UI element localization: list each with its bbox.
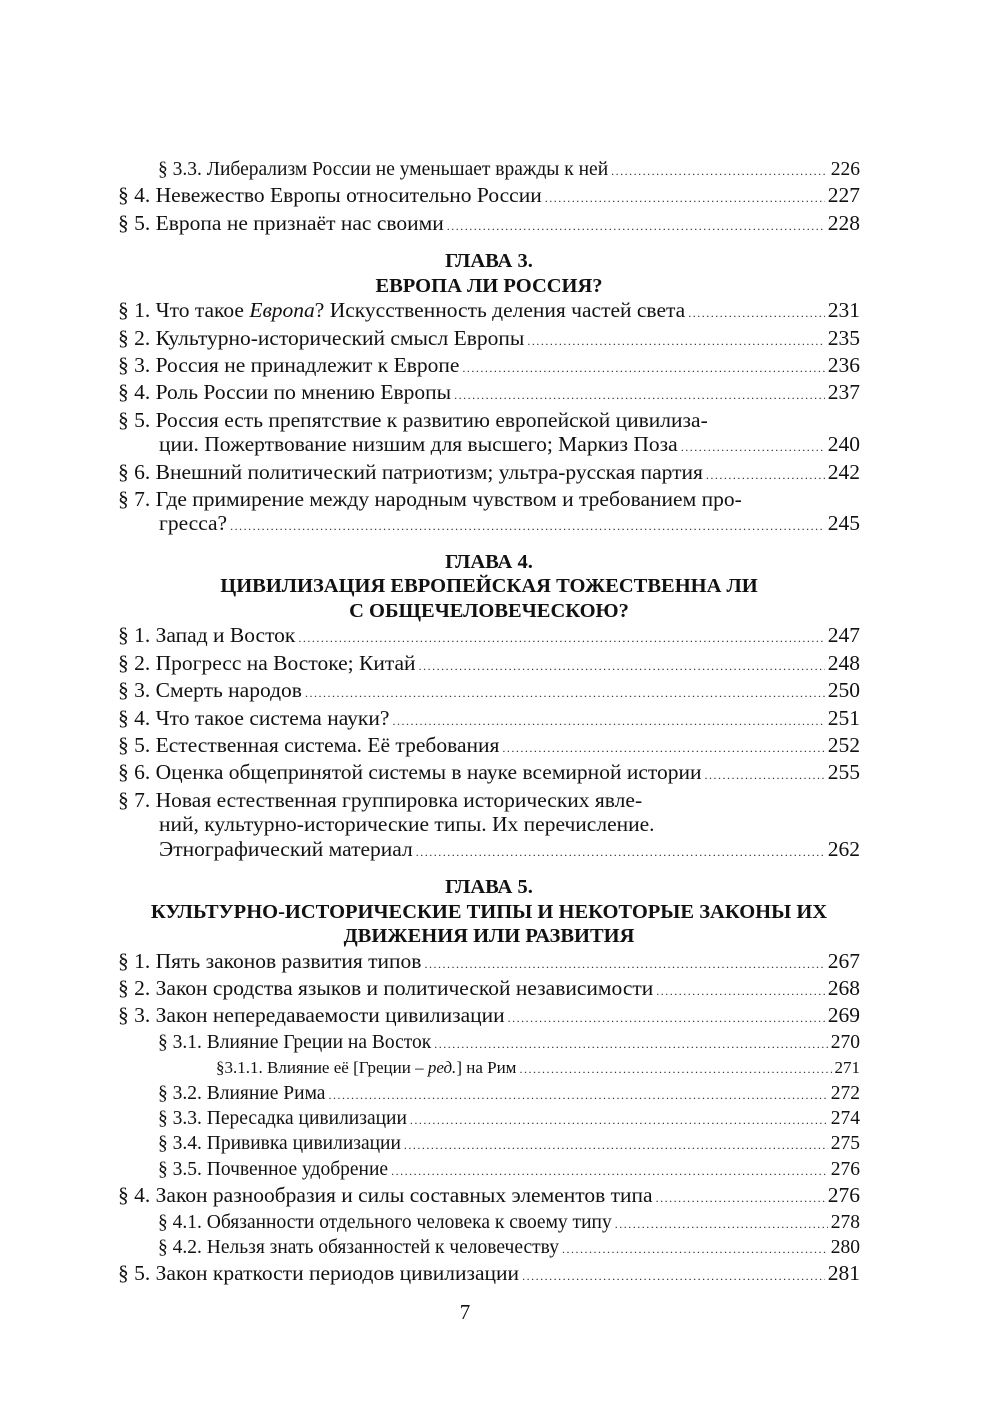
toc-entry-page: 262: [827, 836, 860, 861]
toc-entry-page: 275: [830, 1133, 860, 1155]
dot-leader: [447, 214, 825, 238]
toc-entry-text: гресса?: [159, 511, 228, 536]
toc-entry-cont: [118, 432, 860, 459]
toc-entry-page: 274: [830, 1107, 860, 1129]
dot-leader: [681, 435, 825, 459]
toc-entry: [118, 460, 860, 487]
dot-leader: [508, 1006, 825, 1030]
toc-entry-text: § 1. Запад и Восток: [118, 623, 296, 648]
chapter-title: ДВИЖЕНИЯ ИЛИ РАЗВИТИЯ: [343, 925, 635, 948]
toc-entry-text: § 7. Новая естественная группировка исторических явле-: [118, 787, 643, 812]
dot-leader: [230, 514, 825, 538]
toc-entry-multiline: [118, 487, 860, 539]
toc-entry-text: [216, 1056, 516, 1080]
chapter-title: С ОБЩЕЧЕЛОВЕЧЕСКОЮ?: [349, 599, 629, 622]
toc-text-part: ? Искусственность деления частей света: [314, 298, 686, 323]
toc-entry-page: 270: [830, 1031, 860, 1053]
toc-entry-cont: [118, 837, 860, 864]
toc-entry-text: § 3.1. Влияние Греции на Восток: [158, 1031, 432, 1053]
toc-entry-text: § 1. Пять законов развития типов: [118, 948, 422, 973]
dot-leader: [462, 356, 824, 380]
toc-entry-text: § 4.1. Обязанности отдельного человека к своему типу: [158, 1211, 612, 1233]
toc-entry-page: 235: [827, 325, 860, 350]
toc-entry: [118, 1003, 860, 1030]
toc-entry-text: § 5. Закон краткости периодов цивилизации: [118, 1261, 520, 1286]
toc-entry-cont: [118, 511, 860, 538]
toc-entry-text: § 5. Естественная система. Её требования: [118, 733, 500, 757]
toc-entry-text: § 4. Что такое система науки?: [118, 705, 390, 730]
toc-entry: [118, 651, 860, 678]
toc-entry-text: § 3.3. Либерализм России не уменьшает вражды к ней: [158, 159, 609, 180]
chapter-label: ГЛАВА 4.: [445, 550, 533, 573]
toc-entry: [118, 1132, 860, 1157]
dot-leader: [706, 463, 825, 487]
dot-leader: [705, 763, 825, 787]
dot-leader: [527, 329, 824, 353]
toc-entry-page: 268: [827, 975, 860, 1000]
toc-entry-text: § 2. Прогресс на Востоке; Китай: [118, 650, 416, 675]
toc-entry-text: § 4. Невежество Европы относительно России: [118, 183, 542, 208]
dot-leader: [404, 1133, 828, 1157]
toc-entry-text: Этнографический материал: [159, 836, 413, 861]
toc-entry-page: 237: [827, 380, 860, 405]
dot-leader: [454, 383, 825, 407]
dot-leader: [545, 186, 825, 210]
dot-leader: [305, 681, 825, 705]
toc-entry-text: § 3.4. Прививка цивилизации: [158, 1133, 401, 1155]
toc-entry: [118, 1211, 860, 1236]
toc-entry-page: 276: [827, 1183, 860, 1208]
dot-leader: [298, 626, 824, 650]
dot-leader: [688, 301, 825, 325]
toc-entry: [118, 211, 860, 238]
chapter-label: ГЛАВА 3.: [445, 250, 533, 273]
toc-entry-page: 271: [834, 1058, 860, 1078]
toc-entry-text: § 3.2. Влияние Рима: [158, 1082, 326, 1104]
dot-leader: [611, 159, 828, 183]
toc-entry: [118, 183, 860, 210]
toc-entry: [118, 706, 860, 733]
toc-entry-page: 242: [827, 459, 860, 484]
dot-leader: [424, 952, 824, 976]
dot-leader: [502, 736, 824, 760]
toc-text-italic: ред.: [427, 1058, 457, 1078]
dot-leader: [562, 1237, 828, 1261]
toc-entry-page: 255: [827, 760, 860, 785]
chapter-5-heading: [118, 875, 860, 949]
toc-entry-text: § 6. Оценка общепринятой системы в науке всемирной истории: [118, 760, 702, 785]
toc-entry-page: 231: [827, 298, 860, 323]
toc-entry: [118, 380, 860, 407]
toc-entry: [118, 1236, 860, 1261]
toc-entry: [118, 678, 860, 705]
toc-entry-page: 280: [830, 1237, 860, 1258]
toc-entry-text: § 6. Внешний политический патриотизм; ультра-русская партия: [118, 459, 703, 484]
toc-entry-text: ний, культурно-исторические типы. Их перечисление.: [159, 812, 655, 837]
chapter-4-heading: [118, 550, 860, 624]
toc-entry-multiline: [118, 788, 860, 864]
toc-entry-text: § 3.3. Пересадка цивилизации: [158, 1107, 407, 1129]
chapter-title: ЦИВИЛИЗАЦИЯ ЕВРОПЕЙСКАЯ ТОЖЕСТВЕННА ЛИ: [220, 575, 758, 598]
toc-entry-page: 247: [827, 623, 860, 648]
toc-entry-page: 267: [827, 948, 860, 973]
toc-entry-page: 227: [827, 183, 860, 208]
toc-entry: [118, 158, 860, 183]
toc-text-italic: Европа: [249, 298, 315, 323]
dot-leader: [328, 1083, 827, 1107]
chapter-title: ЕВРОПА ЛИ РОССИЯ?: [375, 274, 603, 297]
toc-entry: [118, 976, 860, 1003]
toc-entry-text: ции. Пожертвование низшим для высшего; Маркиз Поза: [159, 432, 678, 457]
toc-entry: [118, 353, 860, 380]
toc-entry-text: § 7. Где примирение между народным чувством и требованием про-: [118, 487, 742, 512]
toc-entry-page: 252: [827, 733, 860, 757]
toc-entry: [118, 949, 860, 976]
dot-leader: [656, 979, 824, 1003]
toc-text-part: ] на Рим: [456, 1058, 517, 1078]
toc-entry: [118, 733, 860, 760]
toc-entry-text: § 2. Культурно-исторический смысл Европы: [118, 325, 525, 350]
dot-leader: [615, 1212, 828, 1236]
toc-entry-page: 250: [827, 678, 860, 703]
toc-entry-page: 245: [827, 511, 860, 536]
toc-entry-text: § 4. Роль России по мнению Европы: [118, 380, 452, 405]
toc-entry-page: 251: [827, 705, 860, 730]
toc-entry-text: § 3.5. Почвенное удобрение: [158, 1158, 389, 1180]
toc-entry: [118, 326, 860, 353]
toc-entry-page: 236: [827, 353, 860, 378]
toc-entry: [118, 760, 860, 787]
dot-leader: [392, 709, 824, 733]
toc-entry: [118, 298, 860, 325]
toc-entry-text: § 5. Россия есть препятствие к развитию европейской цивилиза-: [118, 407, 708, 432]
toc-entry: [118, 1261, 860, 1288]
toc-entry-text: § 4. Закон разнообразия и силы составных элементов типа: [118, 1183, 653, 1208]
toc-text-part: §3.1.1. Влияние её [Греции –: [216, 1058, 428, 1078]
toc-entry: [118, 1107, 860, 1132]
toc-entry-page: 276: [830, 1158, 860, 1180]
chapter-label: ГЛАВА 5.: [445, 876, 533, 899]
toc-entry: [118, 623, 860, 650]
toc-entry-text: § 3. Закон непередаваемости цивилизации: [118, 1003, 505, 1028]
toc-entry: [118, 1031, 860, 1056]
dot-leader: [522, 1264, 825, 1288]
toc-entry-page: 272: [830, 1082, 860, 1104]
toc-entry-text: § 3. Смерть народов: [118, 678, 302, 703]
toc-entry-page: 240: [827, 432, 860, 457]
toc-entry-multiline: [118, 408, 860, 460]
page-number: 7: [459, 1300, 471, 1324]
toc-entry-text: § 4.2. Нельзя знать обязанностей к человечеству: [158, 1237, 559, 1258]
toc-entry: [118, 1183, 860, 1210]
chapter-title: КУЛЬТУРНО-ИСТОРИЧЕСКИЕ ТИПЫ И НЕКОТОРЫЕ ЗАКОНЫ ИХ: [150, 900, 828, 923]
dot-leader: [656, 1186, 825, 1210]
dot-leader: [419, 654, 825, 678]
toc-entry-page: 269: [827, 1003, 860, 1028]
dot-leader: [416, 840, 825, 864]
table-of-contents: [118, 158, 860, 1289]
toc-entry-text: [118, 298, 685, 322]
toc-entry-page: 248: [827, 650, 860, 675]
dot-leader: [391, 1159, 828, 1183]
toc-text-part: § 1. Что такое: [118, 298, 250, 323]
toc-entry: [118, 1056, 860, 1081]
toc-entry: [118, 1158, 860, 1183]
dot-leader: [434, 1032, 827, 1056]
toc-entry: [118, 1082, 860, 1107]
toc-entry-text: § 3. Россия не принадлежит к Европе: [118, 353, 460, 378]
dot-leader: [519, 1057, 831, 1081]
toc-entry-text: § 2. Закон сродства языков и политической независимости: [118, 975, 654, 1000]
toc-entry-page: 226: [830, 159, 860, 180]
dot-leader: [410, 1108, 828, 1132]
chapter-3-heading: [118, 249, 860, 298]
toc-entry-page: 228: [827, 210, 860, 235]
toc-entry-page: 281: [827, 1261, 860, 1286]
toc-entry-page: 278: [830, 1211, 860, 1233]
toc-entry-text: § 5. Европа не признаёт нас своими: [118, 210, 444, 235]
